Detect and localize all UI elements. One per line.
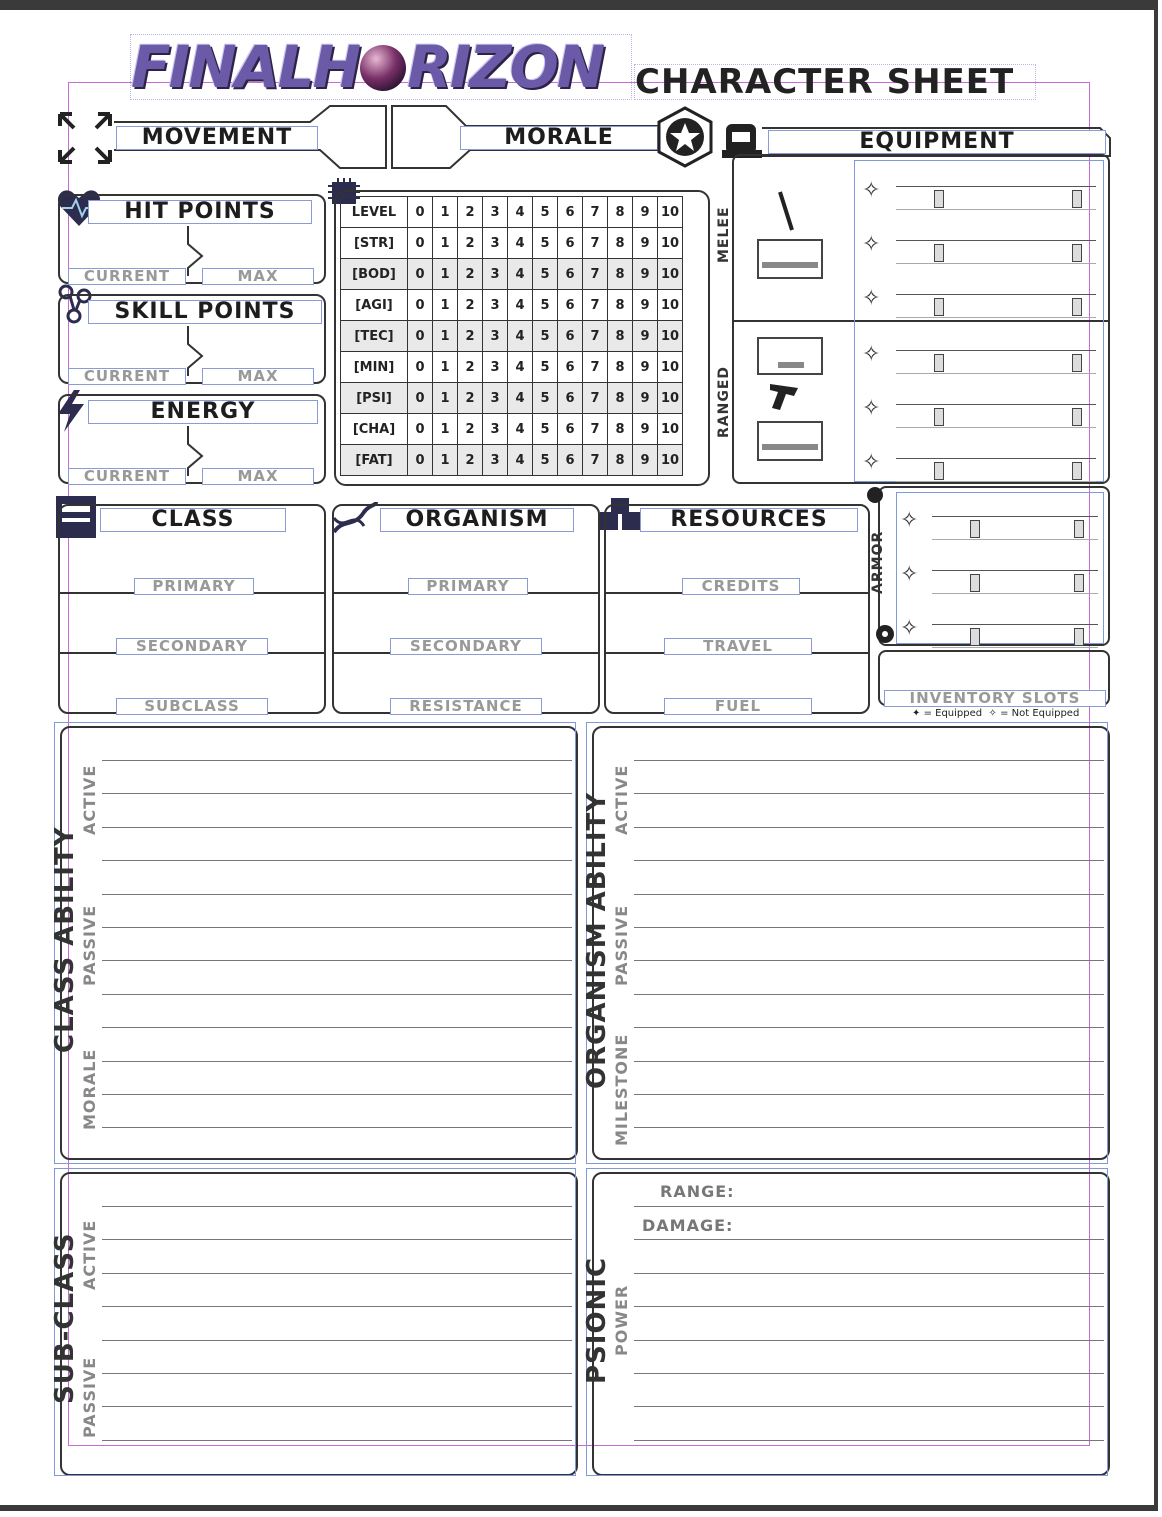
equipped-icon: ✦ [912,708,921,719]
stat-level-cell[interactable]: 4 [508,321,533,352]
stat-level-cell[interactable]: 0 [408,352,433,383]
writing-line[interactable] [634,860,1104,861]
stat-level-cell[interactable]: 3 [483,383,508,414]
stat-level-cell[interactable]: 3 [483,228,508,259]
subclass-active-label: ACTIVE [80,1219,99,1291]
slot-end-marker [1074,574,1084,592]
stat-level-cell[interactable]: 5 [533,321,558,352]
organism-ability-passive-label: PASSIVE [612,904,631,986]
stat-level-cell[interactable]: 1 [433,414,458,445]
inventory-slots-label: INVENTORY SLOTS [884,690,1106,707]
writing-line[interactable] [634,760,1104,761]
stat-level-cell[interactable]: 7 [583,259,608,290]
stat-level-cell[interactable]: 8 [608,414,633,445]
subclass-passive-label: PASSIVE [80,1356,99,1438]
stat-level-cell[interactable]: 7 [583,383,608,414]
slot-start-marker [970,628,980,646]
skill-points-header: SKILL POINTS [88,300,322,324]
writing-line[interactable] [634,1094,1104,1095]
slot-start-marker [934,244,944,262]
stat-level-cell[interactable]: 8 [608,321,633,352]
not-equipped-icon[interactable]: ✧ [900,562,919,587]
stat-name: [FAT] [341,445,408,476]
class-header: CLASS [100,508,286,532]
slot-end-marker [1072,462,1082,480]
stat-level-cell[interactable]: 0 [408,321,433,352]
psionic-range-label: RANGE: [660,1182,735,1201]
not-equipped-icon[interactable]: ✧ [862,178,881,203]
writing-line[interactable] [634,927,1104,928]
stat-level-cell[interactable]: 7 [583,197,608,228]
stat-level-cell[interactable]: 6 [558,445,583,476]
writing-line[interactable] [102,960,572,961]
stat-name: [MIN] [341,352,408,383]
writing-line[interactable] [102,1061,572,1062]
stat-level-cell[interactable]: 9 [633,259,658,290]
resources-box [604,504,870,714]
writing-line[interactable] [102,1206,572,1207]
not-equipped-icon[interactable]: ✧ [900,616,919,641]
stat-level-cell[interactable]: 6 [558,383,583,414]
organism-ability-title: ORGANISM ABILITY [582,791,612,1089]
hit-points-header: HIT POINTS [88,200,312,224]
stat-level-cell[interactable]: 9 [633,197,658,228]
writing-line[interactable] [634,1440,1104,1441]
not-equipped-icon[interactable]: ✧ [862,396,881,421]
stat-level-cell[interactable]: 1 [433,352,458,383]
psionic-damage-label: DAMAGE: [642,1216,734,1235]
stat-name: [CHA] [341,414,408,445]
level-label: LEVEL [341,197,408,228]
stat-level-cell[interactable]: 9 [633,290,658,321]
writing-line[interactable] [634,1061,1104,1062]
writing-line[interactable] [634,894,1104,895]
stat-level-cell[interactable]: 0 [408,414,433,445]
writing-line[interactable] [102,927,572,928]
stat-level-cell[interactable]: 6 [558,352,583,383]
writing-line[interactable] [634,1127,1104,1128]
stat-level-cell[interactable]: 6 [558,290,583,321]
armor-bottom-icon [872,622,898,646]
logo-text-left: FINALH [131,33,360,101]
stat-level-cell[interactable]: 5 [533,197,558,228]
armor-top-icon [864,484,886,506]
stat-name: [STR] [341,228,408,259]
organism-header: ORGANISM [380,508,574,532]
stat-level-cell[interactable]: 5 [533,414,558,445]
writing-line[interactable] [634,960,1104,961]
stat-level-cell[interactable]: 10 [658,321,683,352]
writing-line[interactable] [634,1373,1104,1374]
writing-line[interactable] [102,1340,572,1341]
slot-end-marker [1072,354,1082,372]
equipment-slot[interactable] [896,240,1096,264]
stats-row [341,259,683,290]
writing-line[interactable] [102,1239,572,1240]
resources-header: RESOURCES [640,508,858,532]
stat-level-cell[interactable]: 4 [508,414,533,445]
writing-line[interactable] [634,994,1104,995]
stat-level-cell[interactable]: 2 [458,197,483,228]
writing-line[interactable] [102,760,572,761]
stat-level-cell[interactable]: 10 [658,383,683,414]
slot-end-marker [1072,190,1082,208]
organism-secondary-label: SECONDARY [390,638,542,655]
equipment-slot[interactable] [932,624,1098,648]
organism-ability-active-label: ACTIVE [612,764,631,836]
class-ability-title: CLASS ABILITY [50,826,80,1054]
slot-start-marker [970,520,980,538]
stat-level-cell[interactable]: 3 [483,414,508,445]
stat-level-cell[interactable]: 0 [408,445,433,476]
stats-row [341,228,683,259]
organism-primary-label: PRIMARY [408,578,528,595]
writing-line[interactable] [634,1340,1104,1341]
organism-resistance-label: RESISTANCE [390,698,542,715]
stat-level-cell[interactable]: 2 [458,259,483,290]
equipment-slot[interactable] [896,404,1096,428]
stat-level-cell[interactable]: 10 [658,259,683,290]
stat-level-cell[interactable]: 1 [433,383,458,414]
slot-end-marker [1072,244,1082,262]
stat-name: [AGI] [341,290,408,321]
stat-level-cell[interactable]: 1 [433,259,458,290]
stat-level-cell[interactable]: 9 [633,414,658,445]
final-horizon-logo [130,34,632,100]
class-primary-label: PRIMARY [134,578,254,595]
stat-level-cell[interactable]: 5 [533,383,558,414]
equipment-header: EQUIPMENT [768,130,1106,154]
ranged-label: RANGED [716,366,732,439]
armor-label: ARMOR [870,530,886,594]
stat-level-cell[interactable]: 3 [483,197,508,228]
stats-row [341,352,683,383]
writing-line[interactable] [102,1027,572,1028]
slot-start-marker [934,354,944,372]
psionic-power-label: POWER [612,1284,631,1356]
stat-level-cell[interactable]: 10 [658,445,683,476]
sp-max-label: MAX [202,368,314,385]
stat-level-cell[interactable]: 9 [633,445,658,476]
not-equipped-icon[interactable]: ✧ [862,286,881,311]
stat-level-cell[interactable]: 4 [508,383,533,414]
stat-level-cell[interactable]: 10 [658,414,683,445]
stats-row [341,445,683,476]
stat-level-cell[interactable]: 5 [533,352,558,383]
stats-table [340,196,683,476]
equipment-slot[interactable] [896,350,1096,374]
fuel-label: FUEL [664,698,812,715]
stat-level-cell[interactable]: 3 [483,445,508,476]
class-ability-morale-label: MORALE [80,1048,99,1130]
stat-level-cell[interactable]: 0 [408,290,433,321]
class-secondary-label: SECONDARY [116,638,268,655]
energy-current-label: CURRENT [68,468,186,485]
stat-level-cell[interactable]: 8 [608,383,633,414]
stat-level-cell[interactable]: 4 [508,352,533,383]
planet-icon [360,45,406,91]
stat-level-cell[interactable]: 6 [558,321,583,352]
stat-level-cell[interactable]: 2 [458,414,483,445]
stat-name: [PSI] [341,383,408,414]
stats-row [341,383,683,414]
stat-level-cell[interactable]: 7 [583,290,608,321]
travel-label: TRAVEL [664,638,812,655]
stat-level-cell[interactable]: 2 [458,352,483,383]
stat-level-cell[interactable]: 10 [658,352,683,383]
stat-name: [TEC] [341,321,408,352]
stat-level-cell[interactable]: 0 [408,383,433,414]
writing-line[interactable] [102,1273,572,1274]
writing-line[interactable] [102,1306,572,1307]
stat-level-cell[interactable]: 9 [633,321,658,352]
stat-level-cell[interactable]: 1 [433,228,458,259]
equipment-slot[interactable] [896,294,1096,318]
morale-header: MORALE [460,126,658,150]
stat-level-cell[interactable]: 9 [633,228,658,259]
organism-ability-milestone-label: MILESTONE [612,1033,631,1147]
stat-level-cell[interactable]: 6 [558,228,583,259]
writing-line[interactable] [634,1206,1104,1207]
stat-level-cell[interactable]: 7 [583,321,608,352]
writing-line[interactable] [102,827,572,828]
stat-name: [BOD] [341,259,408,290]
slot-start-marker [934,298,944,316]
slot-start-marker [934,408,944,426]
slot-start-marker [934,190,944,208]
logo-text-right: RIZON [407,33,604,101]
psionic-title: PSIONIC [582,1256,612,1384]
slot-end-marker [1072,298,1082,316]
organism-box [332,504,600,714]
stat-level-cell[interactable]: 0 [408,259,433,290]
melee-ranged-divider [732,320,1110,322]
writing-line[interactable] [102,1440,572,1441]
stat-level-cell[interactable]: 5 [533,290,558,321]
stat-level-cell[interactable]: 5 [533,228,558,259]
stat-level-cell[interactable]: 6 [558,197,583,228]
equipment-slot[interactable] [932,516,1098,540]
stat-level-cell[interactable]: 10 [658,197,683,228]
stat-level-cell[interactable]: 10 [658,228,683,259]
equipment-slot[interactable] [896,186,1096,210]
stat-level-cell[interactable]: 0 [408,197,433,228]
stat-level-cell[interactable]: 6 [558,414,583,445]
slot-end-marker [1074,520,1084,538]
melee-sword-icon [752,190,828,282]
stat-level-cell[interactable]: 2 [458,228,483,259]
writing-line[interactable] [102,1094,572,1095]
stat-level-cell[interactable]: 4 [508,228,533,259]
subclass-box [60,1172,578,1476]
stat-level-cell[interactable]: 2 [458,290,483,321]
star-badge-icon [656,106,714,168]
subclass-title: SUB-CLASS [50,1232,80,1404]
hp-max-label: MAX [202,268,314,285]
slot-start-marker [934,462,944,480]
stat-level-cell[interactable]: 5 [533,445,558,476]
stat-level-cell[interactable]: 8 [608,228,633,259]
sp-current-label: CURRENT [68,368,186,385]
not-equipped-icon[interactable]: ✧ [900,508,919,533]
stat-level-cell[interactable]: 3 [483,352,508,383]
stat-level-cell[interactable]: 4 [508,197,533,228]
credits-label: CREDITS [682,578,800,595]
writing-line[interactable] [102,1127,572,1128]
stat-level-cell[interactable]: 8 [608,445,633,476]
stat-level-cell[interactable]: 2 [458,383,483,414]
equip-legend [912,708,1079,719]
equipment-slot[interactable] [932,570,1098,594]
stat-level-cell[interactable]: 1 [433,321,458,352]
stat-level-cell[interactable]: 6 [558,259,583,290]
stat-level-cell[interactable]: 1 [433,290,458,321]
legend-equipped: = Equipped [923,708,983,719]
stat-level-cell[interactable]: 8 [608,259,633,290]
stat-level-cell[interactable]: 1 [433,197,458,228]
class-box [58,504,326,714]
stat-level-cell[interactable]: 8 [608,197,633,228]
writing-line[interactable] [634,827,1104,828]
writing-line[interactable] [634,1239,1104,1240]
writing-line[interactable] [102,1373,572,1374]
writing-line[interactable] [634,1273,1104,1274]
stat-level-cell[interactable]: 2 [458,321,483,352]
writing-line[interactable] [102,894,572,895]
stat-level-cell[interactable]: 4 [508,290,533,321]
writing-line[interactable] [634,1306,1104,1307]
stat-level-cell[interactable]: 2 [458,445,483,476]
ranged-gun-icon [752,336,828,466]
stat-level-cell[interactable]: 8 [608,352,633,383]
stat-level-cell[interactable]: 7 [583,445,608,476]
stats-row [341,321,683,352]
stat-level-cell[interactable]: 7 [583,352,608,383]
class-ability-active-label: ACTIVE [80,764,99,836]
writing-line[interactable] [634,793,1104,794]
stat-level-cell[interactable]: 0 [408,228,433,259]
energy-max-label: MAX [202,468,314,485]
stat-level-cell[interactable]: 7 [583,414,608,445]
not-equipped-icon[interactable]: ✧ [862,232,881,257]
writing-line[interactable] [102,860,572,861]
expand-arrows-icon [56,110,114,166]
not-equipped-icon: ✧ [988,708,997,719]
stat-level-cell[interactable]: 3 [483,259,508,290]
stat-level-cell[interactable]: 7 [583,228,608,259]
stat-level-cell[interactable]: 5 [533,259,558,290]
stat-level-cell[interactable]: 4 [508,445,533,476]
slot-end-marker [1074,628,1084,646]
stat-level-cell[interactable]: 1 [433,445,458,476]
equipment-slot[interactable] [896,458,1096,482]
class-ability-passive-label: PASSIVE [80,904,99,986]
stat-level-cell[interactable]: 10 [658,290,683,321]
slot-end-marker [1072,408,1082,426]
writing-line[interactable] [634,1027,1104,1028]
writing-line[interactable] [634,1406,1104,1407]
stat-level-cell[interactable]: 9 [633,383,658,414]
stats-row [341,290,683,321]
not-equipped-icon[interactable]: ✧ [862,450,881,475]
stat-level-cell[interactable]: 8 [608,290,633,321]
stat-level-cell[interactable]: 3 [483,290,508,321]
movement-header: MOVEMENT [116,126,318,150]
legend-not-equipped: = Not Equipped [1000,708,1080,719]
stats-row [341,414,683,445]
stats-level-row [341,197,683,228]
writing-line[interactable] [102,793,572,794]
sheet-title: CHARACTER SHEET [634,64,1036,100]
energy-header: ENERGY [88,400,318,424]
stat-level-cell[interactable]: 9 [633,352,658,383]
slot-start-marker [970,574,980,592]
class-subclass-label: SUBCLASS [116,698,268,715]
not-equipped-icon[interactable]: ✧ [862,342,881,367]
melee-label: MELEE [716,206,732,264]
stat-level-cell[interactable]: 3 [483,321,508,352]
writing-line[interactable] [102,994,572,995]
stat-level-cell[interactable]: 4 [508,259,533,290]
writing-line[interactable] [102,1406,572,1407]
hp-current-label: CURRENT [68,268,186,285]
